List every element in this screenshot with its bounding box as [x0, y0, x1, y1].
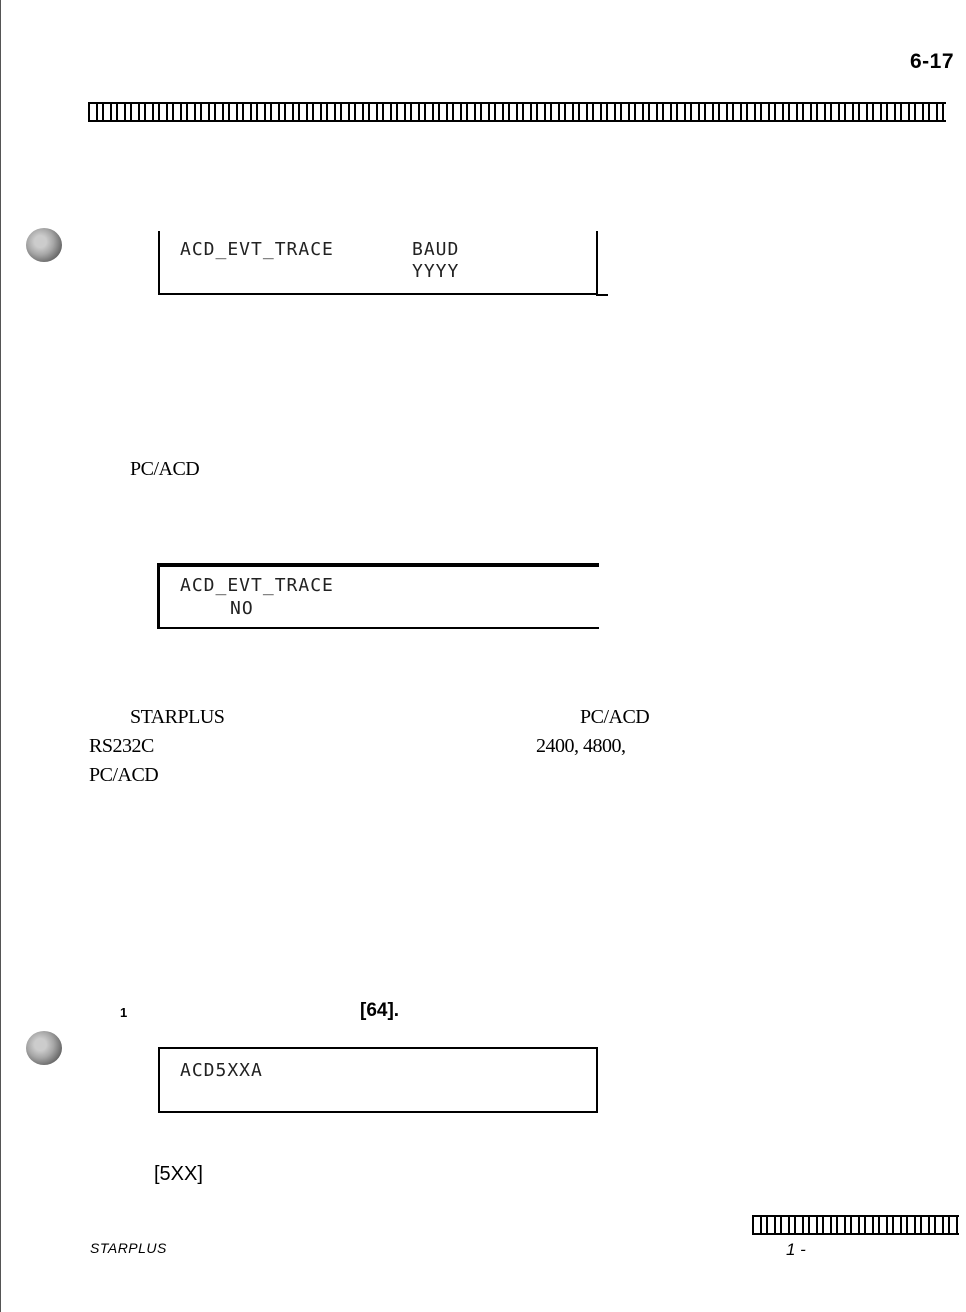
page-edge-rule: [0, 0, 1, 1312]
text-pcacd-3: PC/ACD: [89, 764, 159, 786]
lcd-line1: ACD5XXA: [180, 1060, 263, 1081]
lcd-corner-mark: [596, 294, 608, 296]
footer-page-fragment: 1 -: [786, 1240, 806, 1259]
text-pcacd-2: PC/ACD: [580, 706, 650, 728]
step-number: 1: [120, 1005, 128, 1020]
lcd-display-trace: [157, 563, 599, 629]
decorative-border-bottom: [752, 1215, 959, 1235]
telephone-icon: [26, 228, 62, 262]
step-code: [64].: [360, 1000, 400, 1021]
page-number: 6-17: [909, 50, 954, 73]
text-pcacd: PC/ACD: [130, 458, 200, 480]
lcd-display-baud: [158, 231, 598, 295]
lcd-line2: NO: [230, 598, 254, 619]
text-rs232c: RS232C: [89, 735, 154, 757]
lcd-line2-right: YYYY: [412, 261, 460, 282]
text-baud-values: 2400, 4800,: [536, 735, 626, 757]
lcd-line1: ACD_EVT_TRACE: [180, 575, 334, 596]
text-starplus: STARPLUS: [130, 706, 225, 728]
code-5xx: [5XX]: [154, 1163, 203, 1185]
decorative-border-top: [88, 102, 946, 122]
lcd-display-acd: [158, 1047, 598, 1113]
lcd-line1-right: BAUD: [412, 239, 460, 260]
telephone-icon: [26, 1031, 62, 1065]
lcd-line1-left: ACD_EVT_TRACE: [180, 239, 334, 260]
footer-brand: STARPLUS: [90, 1240, 167, 1256]
